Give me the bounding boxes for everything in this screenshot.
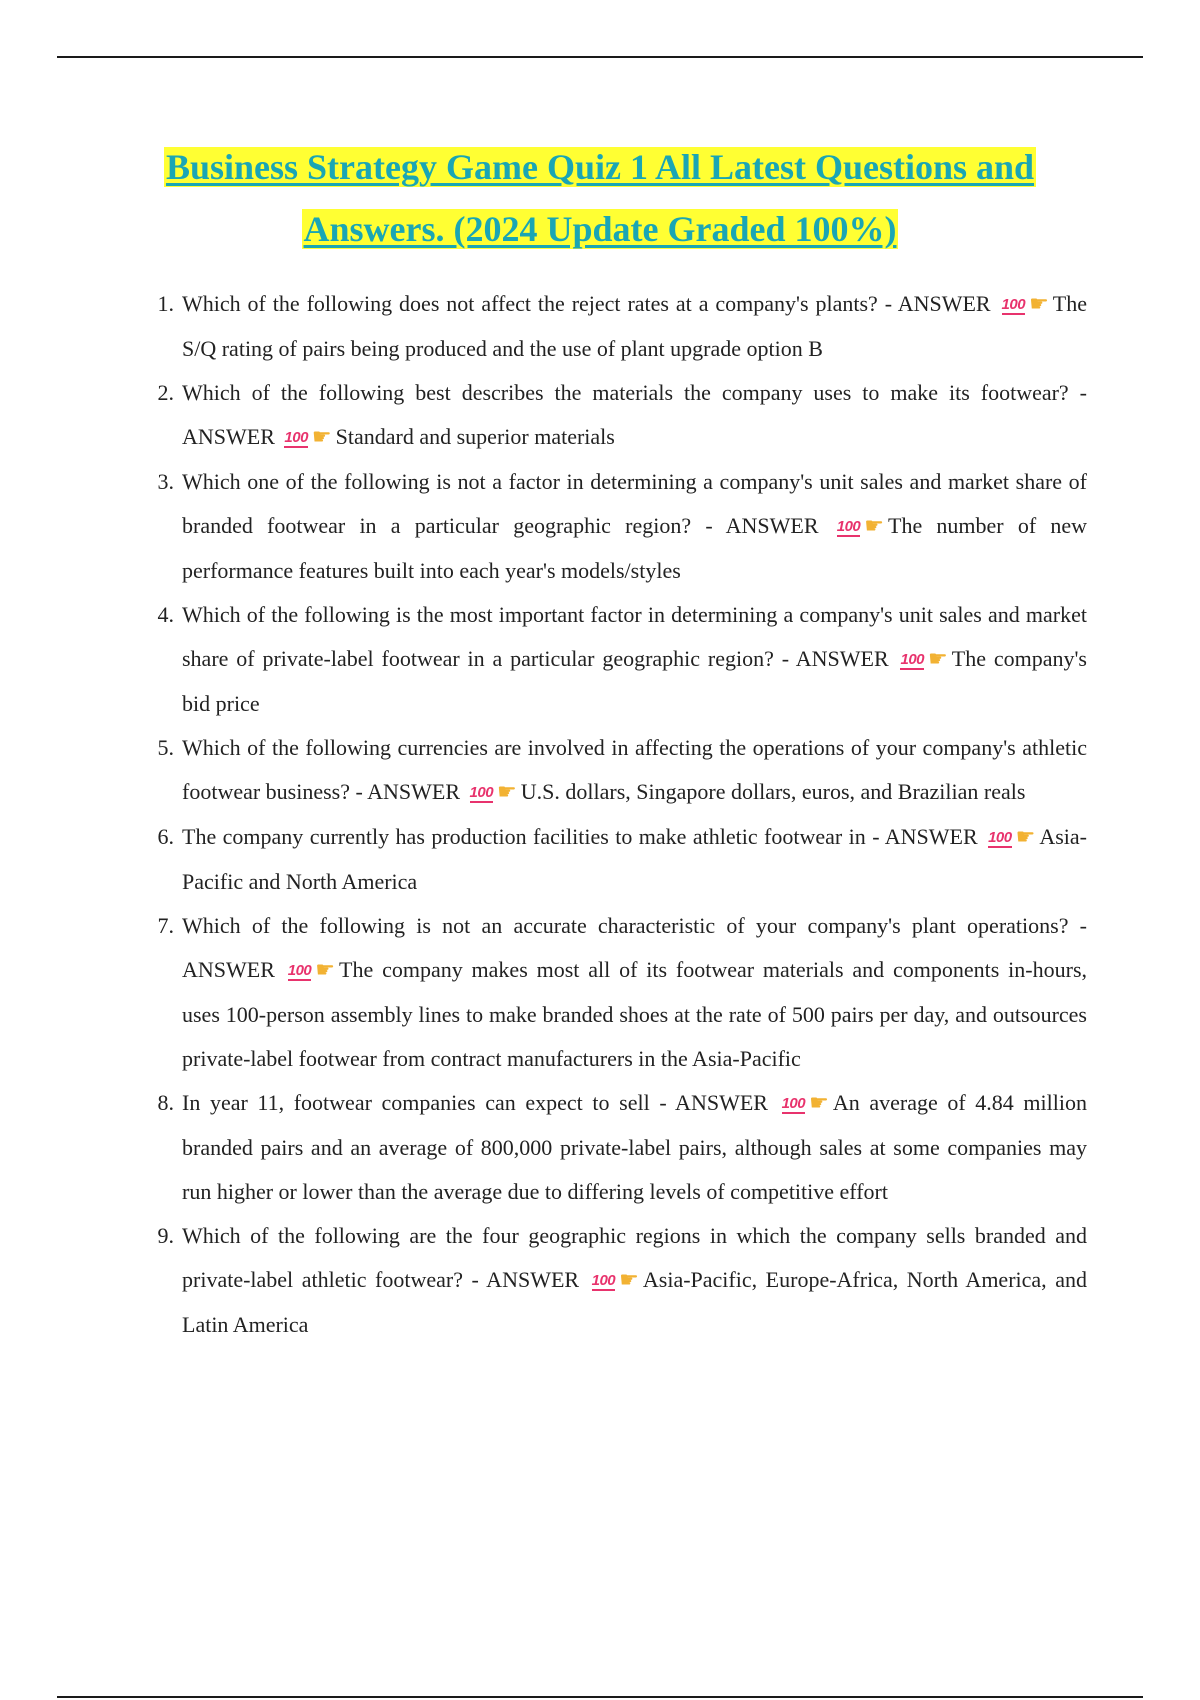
question-answer-list bbox=[0, 282, 1200, 1347]
hundred-points-icon: 100 bbox=[1001, 296, 1026, 313]
question-text: Which of the following are the four geographic regions in which the company sells branded and private-label athletic footwear? - ANSWER bbox=[182, 1223, 1087, 1292]
hundred-points-icon: 100 bbox=[781, 1095, 806, 1112]
item-number: 9. bbox=[157, 1223, 174, 1248]
answer-text: The S/Q rating of pairs being produced and the use of plant upgrade option B bbox=[182, 291, 1087, 361]
hundred-points-icon: 100 bbox=[469, 784, 494, 801]
qa-item bbox=[157, 282, 1087, 371]
answer-text: The company's bid price bbox=[182, 646, 1087, 716]
pointing-hand-icon: ☛ bbox=[928, 647, 948, 672]
question-text: Which of the following currencies are involved in affecting the operations of your company's athletic footwear business? - ANSWER bbox=[182, 735, 1087, 804]
answer-text: Standard and superior materials bbox=[335, 424, 615, 449]
hundred-points-icon: 100 bbox=[591, 1272, 616, 1289]
qa-item bbox=[157, 726, 1087, 815]
qa-item bbox=[157, 593, 1087, 726]
top-divider bbox=[57, 56, 1143, 58]
question-text: Which of the following does not affect the reject rates at a company's plants? - ANSWER bbox=[182, 291, 998, 316]
pointing-hand-icon: ☛ bbox=[864, 514, 884, 539]
pointing-hand-icon: ☛ bbox=[1015, 825, 1036, 850]
item-number: 6. bbox=[157, 824, 174, 849]
qa-item bbox=[157, 1214, 1087, 1347]
item-number: 4. bbox=[157, 602, 174, 627]
question-text: Which one of the following is not a factor in determining a company's unit sales and market share of branded footwear in a particular geographic region? - ANSWER bbox=[182, 469, 1087, 538]
question-text: Which of the following best describes the materials the company uses to make its footwear? - ANSWER bbox=[182, 380, 1087, 449]
qa-item bbox=[157, 460, 1087, 593]
answer-text: The company makes most all of its footwear materials and components in-hours, uses 100-person assembly lines to make branded shoes at the rate of 500 pairs per day, and outsources private-label footwear from contract manufacturers in the Asia-Pacific bbox=[182, 957, 1088, 1071]
answer-text: The number of new performance features built into each year's models/styles bbox=[182, 513, 1087, 583]
document-title bbox=[100, 136, 1100, 260]
item-number: 8. bbox=[157, 1090, 174, 1115]
pointing-hand-icon: ☛ bbox=[497, 780, 517, 805]
pointing-hand-icon: ☛ bbox=[619, 1268, 639, 1293]
title-line-1: Business Strategy Game Quiz 1 All Latest Questions and bbox=[165, 147, 1035, 187]
hundred-points-icon: 100 bbox=[287, 962, 312, 979]
hundred-points-icon: 100 bbox=[836, 518, 861, 535]
answer-text: Asia-Pacific, Europe-Africa, North America, and Latin America bbox=[182, 1267, 1087, 1337]
qa-item bbox=[157, 815, 1087, 904]
answer-text: U.S. dollars, Singapore dollars, euros, and Brazilian reals bbox=[520, 779, 1026, 804]
question-text: The company currently has production facilities to make athletic footwear in - ANSWER bbox=[182, 824, 985, 849]
item-number: 2. bbox=[157, 380, 174, 405]
item-number: 3. bbox=[157, 469, 174, 494]
hundred-points-icon: 100 bbox=[900, 651, 925, 668]
item-number: 5. bbox=[157, 735, 174, 760]
hundred-points-icon: 100 bbox=[988, 829, 1012, 846]
item-number: 7. bbox=[157, 913, 174, 938]
pointing-hand-icon: ☛ bbox=[809, 1091, 829, 1116]
qa-item bbox=[157, 371, 1087, 460]
qa-item bbox=[157, 1081, 1087, 1214]
qa-item bbox=[157, 904, 1088, 1081]
question-text: Which of the following is not an accurate characteristic of your company's plant operations? - ANSWER bbox=[182, 913, 1087, 982]
pointing-hand-icon: ☛ bbox=[1029, 292, 1049, 317]
question-text: Which of the following is the most important factor in determining a company's unit sales and market share of private-label footwear in a particular geographic region? - ANSWER bbox=[182, 602, 1087, 671]
hundred-points-icon: 100 bbox=[284, 429, 308, 446]
question-text: In year 11, footwear companies can expect to sell - ANSWER bbox=[182, 1090, 778, 1115]
answer-text: An average of 4.84 million branded pairs and an average of 800,000 private-label pairs, although sales at some companies may run higher or lower than the average due to differing levels of competitive effort bbox=[182, 1090, 1087, 1204]
bottom-divider bbox=[57, 1696, 1143, 1698]
title-line-2: Answers. (2024 Update Graded 100%) bbox=[303, 209, 897, 249]
answer-text: Asia-Pacific and North America bbox=[182, 824, 1087, 894]
pointing-hand-icon: ☛ bbox=[311, 425, 332, 450]
item-number: 1. bbox=[157, 291, 174, 316]
pointing-hand-icon: ☛ bbox=[315, 958, 336, 983]
